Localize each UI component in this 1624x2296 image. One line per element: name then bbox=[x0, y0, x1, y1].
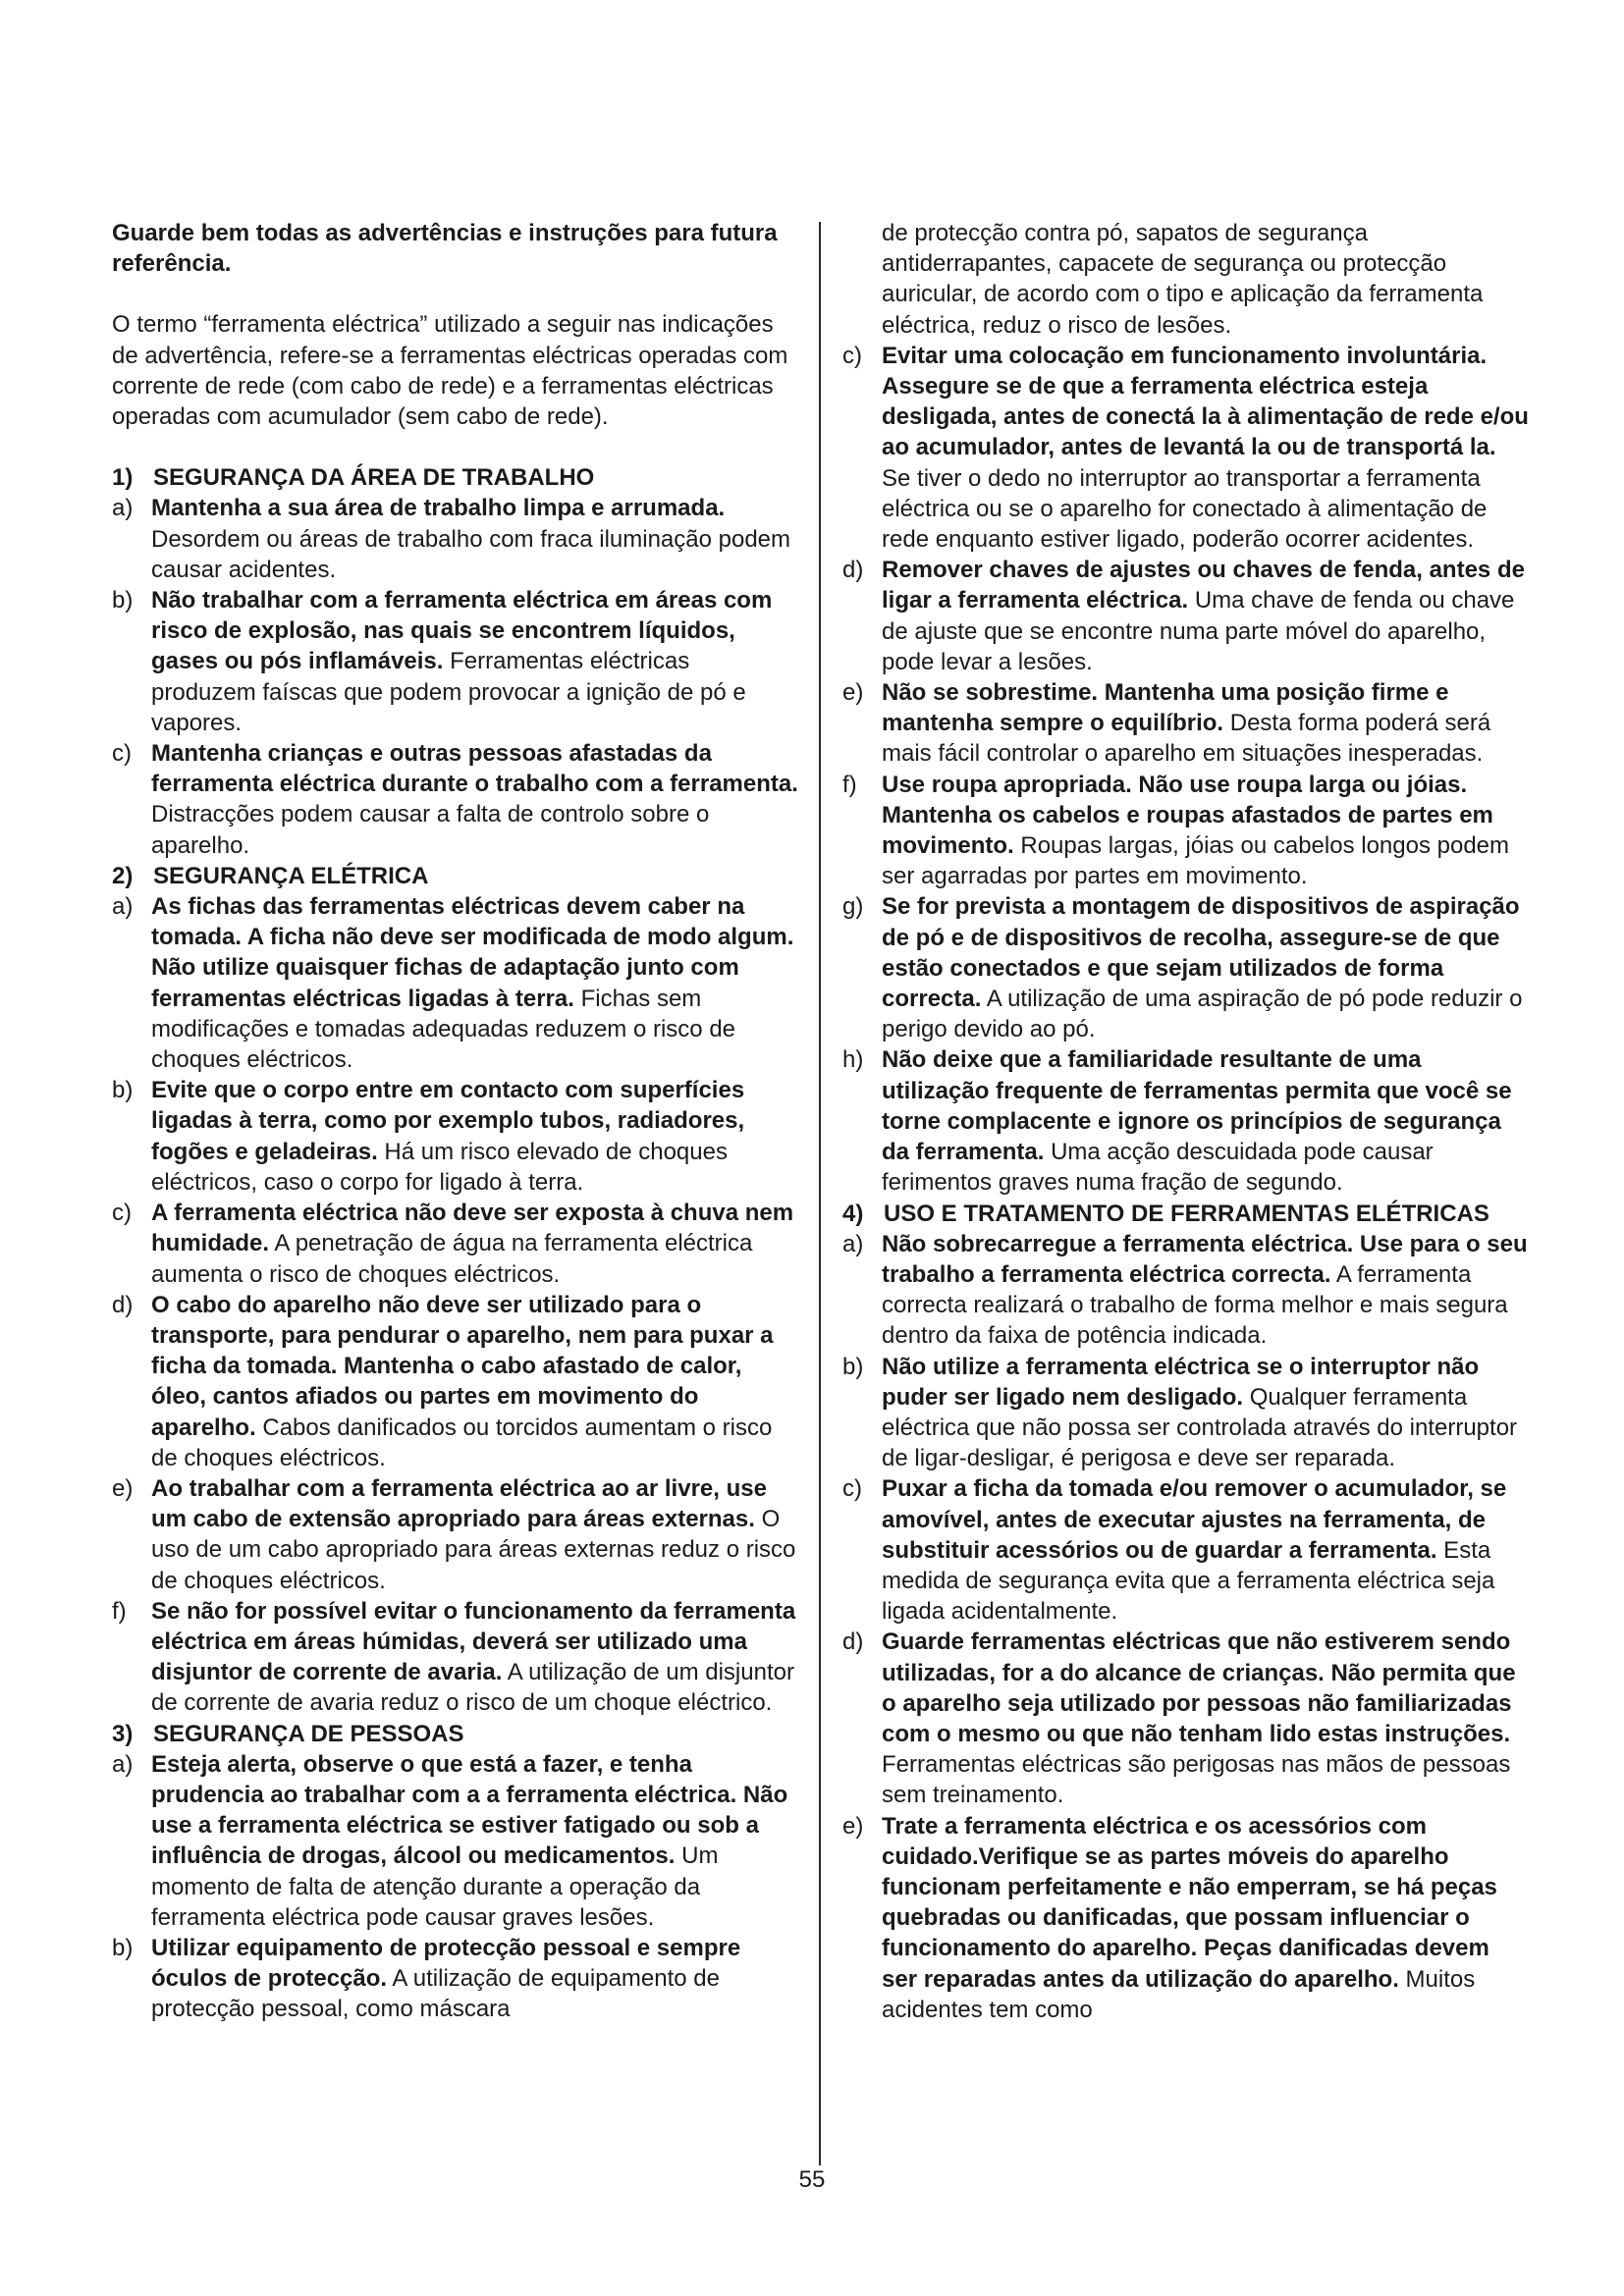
list-item: e) Trate a ferramenta eléctrica e os acessórios com cuidado.Verifique se as partes móveis do aparelho funcionam perfeitamente e não emperram, se há peças quebradas ou danificadas, que possam influenciar o funcionamento do aparelho. Peças danificadas devem ser reparadas antes da utilização do aparelho. Muitos acidentes tem como bbox=[842, 1812, 1497, 2023]
list-item: a) Esteja alerta, observe o que está a fazer, e tenha prudencia ao trabalhar com a a ferramenta eléctrica. Não use a ferramenta eléctrica se estiver fatigado ou sob a influência de drogas, álcool ou medicamentos. Um momento de falta de atenção durante a operação da ferramenta eléctrica pode causar graves lesões. bbox=[112, 1750, 788, 1931]
list-item: a) Não sobrecarregue a ferramenta eléctrica. Use para o seu trabalho a ferramenta eléctrica correcta. A ferramenta correcta realizará o trabalho de forma melhor e mais segura dentro da faixa de potência indicada. bbox=[842, 1230, 1528, 1350]
list-item: b) Utilizar equipamento de protecção pessoal e sempre óculos de protecção. A utilização de equipamento de protecção pessoal, como máscara bbox=[112, 1934, 741, 2023]
intro-text: O termo “ferramenta eléctrica” utilizado a seguir nas indicações de advertência, refere-se a ferramentas eléctricas operadas com corrente de rede (com cabo de rede) e a ferramentas eléctricas operadas com acumulador (sem cabo de rede). bbox=[112, 311, 788, 431]
list-item: g) Se for prevista a montagem de dispositivos de aspiração de pó e de dispositivos de recolha, assegure-se de que estão conectados e que sejam utilizados de forma correcta. A utilização de uma aspiração de pó pode reduzir o perigo devido ao pó. bbox=[842, 893, 1523, 1043]
list-item: a) As fichas das ferramentas eléctricas devem caber na tomada. A ficha não deve ser modificada de modo algum. Não utilize quaisquer fichas de adaptação junto com ferramentas eléctricas ligadas à terra. Fichas sem modificações e tomadas adequadas reduzem o risco de choques eléctricos. bbox=[112, 893, 794, 1074]
list-item: d) Remover chaves de ajustes ou chaves de fenda, antes de ligar a ferramenta eléctrica. Uma chave de fenda ou chave de ajuste que se encontre numa parte móvel do aparelho, pode levar a lesões. bbox=[842, 557, 1525, 675]
list-item: e) Não se sobrestime. Mantenha uma posição firme e mantenha sempre o equilíbrio. Desta forma poderá será mais fácil controlar o aparelho em situações inesperadas. bbox=[842, 679, 1491, 768]
section-heading-electrical: 2) SEGURANÇA ELÉTRICA bbox=[112, 862, 429, 889]
intro-bold-text: Guarde bem todas as advertências e instruções para futura referência. bbox=[112, 220, 778, 278]
list-item: c) Mantenha crianças e outras pessoas afastadas da ferramenta eléctrica durante o trabalho com a ferramenta. Distracções podem causar a falta de controlo sobre o aparelho. bbox=[112, 740, 798, 859]
list-item: b) Não utilize a ferramenta eléctrica se o interruptor não puder ser ligado nem desligado. Qualquer ferramenta eléctrica que não possa ser controlada através do interruptor de ligar-desligar, é perigosa e deve ser reparada. bbox=[842, 1353, 1518, 1472]
list-item: c) Evitar uma colocação em funcionamento involuntária. Assegure se de que a ferramenta eléctrica esteja desligada, antes de conectá la à alimentação de rede e/ou ao acumulador, antes de levantá la ou de transportá la. Se tiver o dedo no interruptor ao transportar a ferramenta eléctrica ou se o aparelho for conectado à alimentação de rede enquanto estiver ligado, poderão ocorrer acidentes. bbox=[842, 342, 1529, 554]
list-item: b) Evite que o corpo entre em contacto com superfícies ligadas à terra, como por exemplo tubos, radiadores, fogões e geladeiras. Há um risco elevado de choques eléctricos, caso o corpo for ligado à terra. bbox=[112, 1077, 745, 1196]
section-heading-tool-use: 4) USO E TRATAMENTO DE FERRAMENTAS ELÉTRICAS bbox=[842, 1200, 1489, 1227]
list-item: a) Mantenha a sua área de trabalho limpa e arrumada. Desordem ou áreas de trabalho com fraca iluminação podem causar acidentes. bbox=[112, 495, 791, 583]
page-number: 55 bbox=[798, 2166, 826, 2193]
list-item: f) Se não for possível evitar o funcionamento da ferramenta eléctrica em áreas húmidas, deverá ser utilizado uma disjuntor de corrente de avaria. A utilização de um disjuntor de corrente de avaria reduz o risco de um choque eléctrico. bbox=[112, 1597, 796, 1717]
list-item: b) Não trabalhar com a ferramenta eléctrica em áreas com risco de explosão, nas quais se encontrem líquidos, gases ou pós inflamáveis. Ferramentas eléctricas produzem faíscas que podem provocar a ignição de pó e vapores. bbox=[112, 587, 773, 736]
section-heading-personal-safety: 3) SEGURANÇA DE PESSOAS bbox=[112, 1720, 464, 1747]
list-item: c) A ferramenta eléctrica não deve ser exposta à chuva nem humidade. A penetração de água na ferramenta eléctrica aumenta o risco de choques eléctricos. bbox=[112, 1200, 794, 1288]
continuation-text: de protecção contra pó, sapatos de segurança antiderrapantes, capacete de segurança ou protecção auricular, de acordo com o tipo e aplicação da ferramenta eléctrica, reduz o risco de lesões. bbox=[882, 220, 1484, 339]
left-column bbox=[112, 218, 799, 2025]
list-item: f) Use roupa apropriada. Não use roupa larga ou jóias. Mantenha os cabelos e roupas afastados de partes em movimento. Roupas largas, jóias ou cabelos longos podem ser agarradas por partes em movimento. bbox=[842, 771, 1510, 890]
list-item: d) O cabo do aparelho não deve ser utilizado para o transporte, para pendurar o aparelho, nem para puxar a ficha da tomada. Mantenha o cabo afastado de calor, óleo, cantos afiados ou partes em movimento do aparelho. Cabos danificados ou torcidos aumentam o risco de choques eléctricos. bbox=[112, 1291, 774, 1471]
list-item: d) Guarde ferramentas eléctricas que não estiverem sendo utilizadas, for a do alcance de crianças. Não permita que o aparelho seja utilizado por pessoas não familiarizadas com o mesmo ou que não tenham lido estas instruções. Ferramentas eléctricas são perigosas nas mãos de pessoas sem treinamento. bbox=[842, 1629, 1516, 1809]
list-item: c) Puxar a ficha da tomada e/ou remover o acumulador, se amovível, antes de executar ajustes na ferramenta, de substituir acessórios ou de guardar a ferramenta. Esta medida de segurança evita que a ferramenta eléctrica seja ligada acidentalmente. bbox=[842, 1475, 1507, 1626]
right-column bbox=[842, 218, 1530, 2025]
list-item: h) Não deixe que a familiaridade resultante de uma utilização frequente de ferramentas permita que você se torne complacente e ignore os princípios de segurança da ferramenta. Uma acção descuidada pode causar ferimentos graves numa fração de segundo. bbox=[842, 1046, 1512, 1197]
column-divider bbox=[819, 222, 821, 2165]
list-item: e) Ao trabalhar com a ferramenta eléctrica ao ar livre, use um cabo de extensão apropriado para áreas externas. O uso de um cabo apropriado para áreas externas reduz o risco de choques eléctricos. bbox=[112, 1474, 796, 1594]
section-heading-work-area: 1) SEGURANÇA DA ÁREA DE TRABALHO bbox=[112, 464, 595, 492]
